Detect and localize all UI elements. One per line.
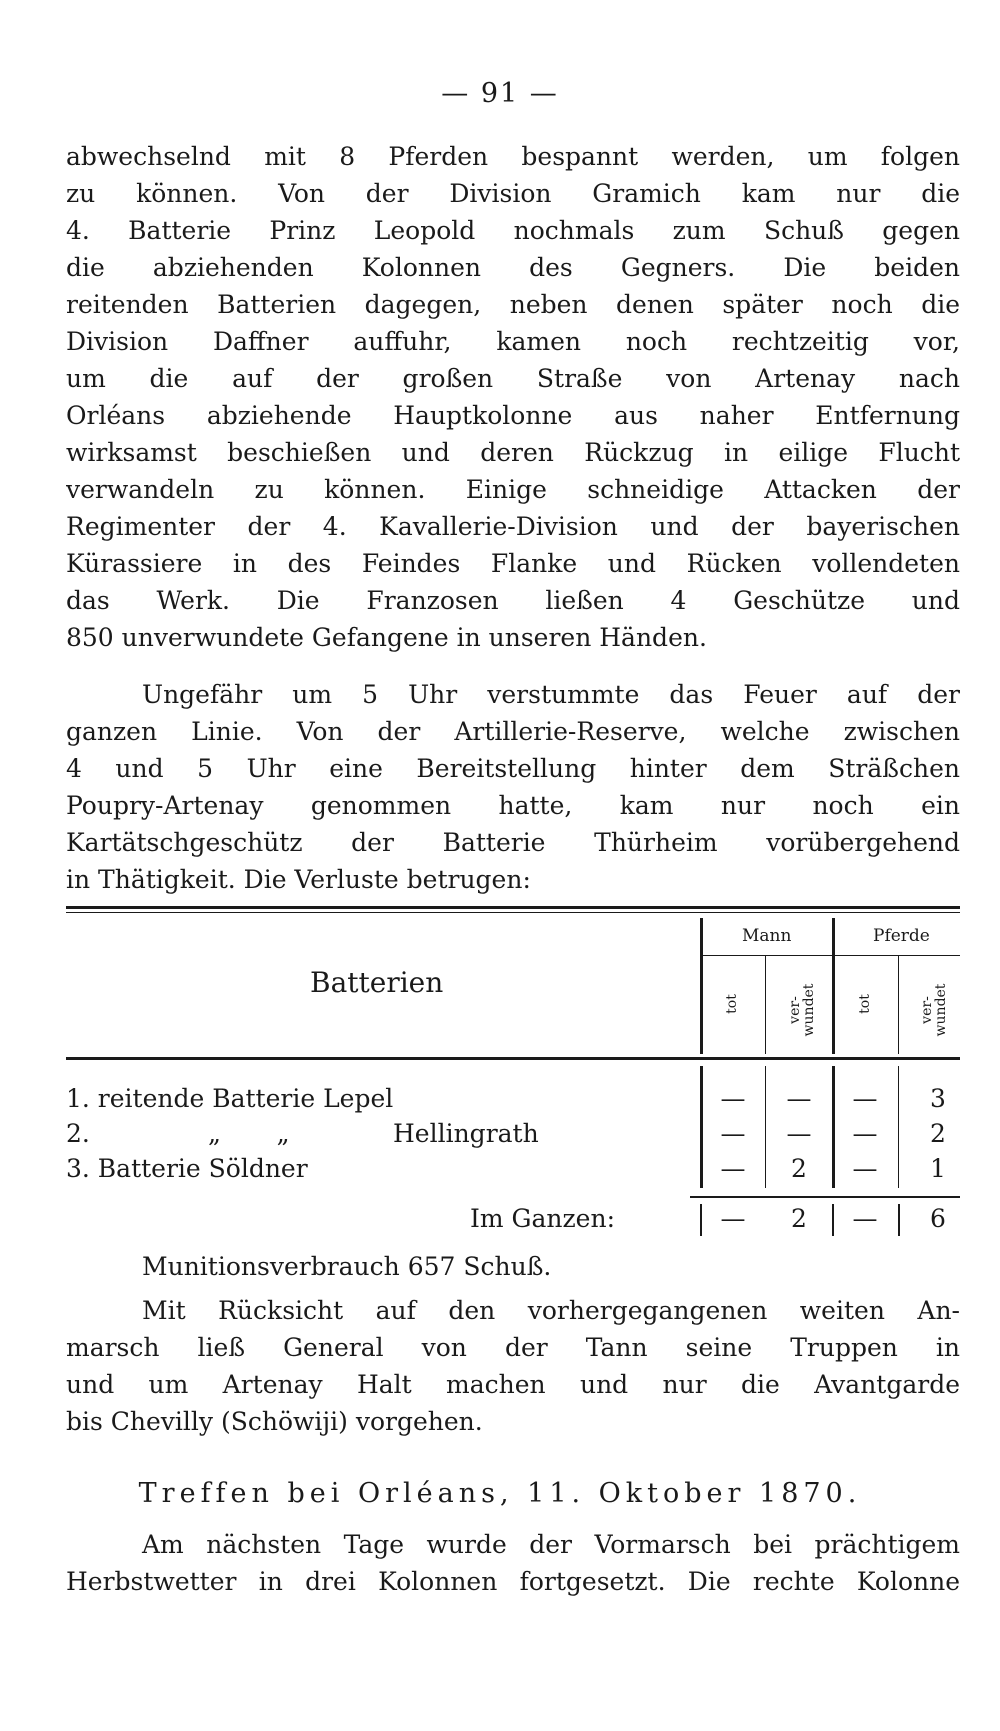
cell-pferde-tot: — (852, 1119, 878, 1148)
text-line: Kürassiere in des Feindes Flanke und Rücken vollendeten (66, 549, 960, 578)
row-label-name: Hellingrath (393, 1119, 539, 1148)
paragraph-4 (66, 1526, 960, 1600)
column-divider (898, 1066, 899, 1188)
column-divider (832, 918, 835, 1054)
ammunition-line (66, 1248, 960, 1285)
text-line: um die auf der großen Straße von Artenay nach (66, 364, 960, 393)
total-divider (700, 1204, 702, 1236)
header-batterien: Batterien (310, 966, 444, 999)
text-line: zu können. Von der Division Gramich kam nur die (66, 179, 960, 208)
total-divider (898, 1204, 900, 1236)
ditto-marks: „ „ (208, 1119, 290, 1148)
text-line: die abziehenden Kolonnen des Gegners. Die beiden (66, 253, 960, 282)
column-divider (898, 956, 899, 1054)
column-divider (832, 1066, 835, 1188)
header-pferde: Pferde (873, 926, 930, 946)
total-divider (832, 1204, 834, 1236)
text-line: Division Daffner auffuhr, kamen noch rechtzeitig vor, (66, 327, 960, 356)
text-line: das Werk. Die Franzosen ließen 4 Geschütze und (66, 586, 960, 615)
group-divider (702, 955, 960, 956)
column-divider (700, 1066, 703, 1188)
paragraph-2 (66, 676, 960, 898)
header-bottom-rule (66, 1057, 960, 1060)
cell-mann-tot: — (720, 1119, 746, 1148)
text-line: Kartätschgeschütz der Batterie Thürheim vorübergehend (66, 828, 960, 857)
section-heading: Treffen bei Orléans, 11. Oktober 1870. (138, 1478, 862, 1509)
text-line: Poupry-Artenay genommen hatte, kam nur noch ein (66, 791, 960, 820)
text-line: Munitionsverbrauch 657 Schuß. (142, 1252, 552, 1281)
paragraph-3 (66, 1292, 960, 1440)
cell-pferde-verwundet: 2 (930, 1119, 946, 1148)
total-rule (690, 1196, 960, 1198)
paragraph-1 (66, 138, 960, 656)
cell-mann-tot: — (720, 1084, 746, 1113)
total-pferde-verwundet: 6 (930, 1204, 946, 1233)
column-divider (700, 918, 703, 1054)
text-line: Ungefähr um 5 Uhr verstummte das Feuer auf der (142, 680, 960, 709)
cell-pferde-tot: — (852, 1154, 878, 1183)
text-line: 4 und 5 Uhr eine Bereitstellung hinter dem Sträßchen (66, 754, 960, 783)
header-mann: Mann (742, 926, 792, 946)
total-mann-verwundet: 2 (791, 1204, 807, 1233)
total-mann-tot: — (720, 1204, 746, 1233)
column-divider (765, 1066, 766, 1188)
text-line: 850 unverwundete Gefangene in unseren Händen. (66, 623, 707, 652)
header-pferde-verwundet: ver- wundet (919, 983, 949, 1037)
text-line: Regimenter der 4. Kavallerie-Division und der bayerischen (66, 512, 960, 541)
text-line: abwechselnd mit 8 Pferden bespannt werden, um folgen (66, 142, 960, 171)
text-line: verwandeln zu können. Einige schneidige Attacken der (66, 475, 960, 504)
text-line: reitenden Batterien dagegen, neben denen später noch die (66, 290, 960, 319)
total-label: Im Ganzen: (470, 1204, 615, 1233)
text-line: 4. Batterie Prinz Leopold nochmals zum Schuß gegen (66, 216, 960, 245)
header-mann-verwundet: ver- wundet (787, 983, 817, 1037)
table-top-rule (66, 906, 960, 909)
text-line: wirksamst beschießen und deren Rückzug in eilige Flucht (66, 438, 960, 467)
text-line: und um Artenay Halt machen und nur die Avantgarde (66, 1370, 960, 1399)
text-line: Orléans abziehende Hauptkolonne aus naher Entfernung (66, 401, 960, 430)
total-pferde-tot: — (852, 1204, 878, 1233)
text-line: Am nächsten Tage wurde der Vormarsch bei prächtigem (142, 1530, 960, 1559)
header-mann-tot: tot (724, 994, 740, 1014)
cell-mann-verwundet: — (786, 1119, 812, 1148)
row-label: 3. Batterie Söldner (66, 1154, 308, 1183)
text-line: Herbstwetter in drei Kolonnen fortgesetzt. Die rechte Kolonne (66, 1567, 960, 1596)
cell-pferde-tot: — (852, 1084, 878, 1113)
cell-pferde-verwundet: 3 (930, 1084, 946, 1113)
cell-mann-tot: — (720, 1154, 746, 1183)
row-label: 1. reitende Batterie Lepel (66, 1084, 394, 1113)
table-top-rule-thin (66, 912, 960, 913)
text-line: ganzen Linie. Von der Artillerie-Reserve, welche zwischen (66, 717, 960, 746)
row-label-number: 2. (66, 1119, 90, 1148)
cell-mann-verwundet: 2 (791, 1154, 807, 1183)
text-line: Mit Rücksicht auf den vorhergegangenen weiten An- (142, 1296, 960, 1325)
text-line: bis Chevilly (Schöwiji) vorgehen. (66, 1407, 483, 1436)
cell-mann-verwundet: — (786, 1084, 812, 1113)
header-pferde-tot: tot (857, 994, 873, 1014)
page-number: — 91 — (441, 78, 559, 109)
cell-pferde-verwundet: 1 (930, 1154, 946, 1183)
text-line: in Thätigkeit. Die Verluste betrugen: (66, 865, 531, 894)
column-divider (765, 956, 766, 1054)
text-line: marsch ließ General von der Tann seine Truppen in (66, 1333, 960, 1362)
